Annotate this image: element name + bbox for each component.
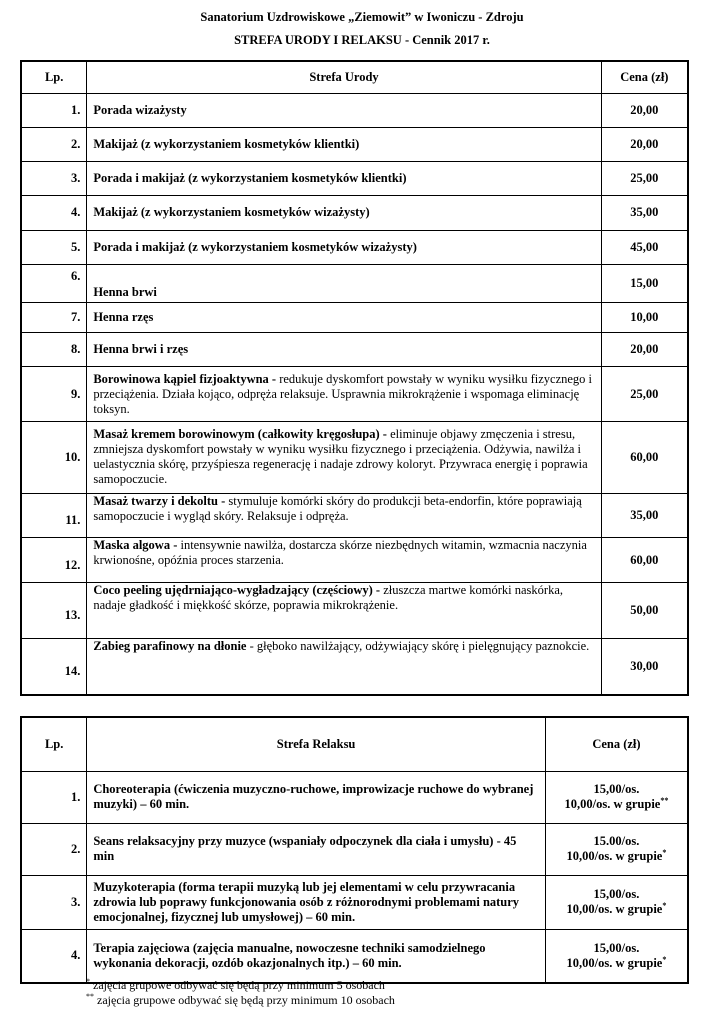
row-price (545, 771, 688, 823)
footnote-mark: ** (86, 992, 94, 1001)
row-price: 20,00 (601, 333, 688, 367)
row-price (545, 823, 688, 875)
row-lp: 8. (21, 333, 87, 367)
treatment-name: Maska algowa - (93, 538, 178, 553)
row-lp: 5. (21, 230, 87, 264)
treatment-description: - głęboko nawilżający, odżywiający skórę i pielęgnujący paznokcie. (246, 639, 590, 653)
row-lp: 2. (21, 127, 87, 161)
row-description (87, 367, 601, 421)
row-lp: 6. (21, 264, 87, 302)
table-header-row (21, 61, 688, 93)
price-single: 15,00/os. (593, 782, 640, 796)
price-group: 10,00/os. w grupie (566, 955, 663, 970)
table-row (21, 333, 688, 367)
row-price: 35,00 (601, 494, 688, 538)
row-price: 45,00 (601, 230, 688, 264)
table-row (21, 875, 688, 929)
row-name: Porada i makijaż (z wykorzystaniem kosmetyków klientki) (87, 162, 601, 196)
treatment-name: Coco peeling ujędrniająco-wygładzający (częściowy) - (93, 582, 381, 597)
row-price: 20,00 (601, 93, 688, 127)
row-lp: 10. (21, 421, 87, 493)
document-subtitle: STREFA URODY I RELAKSU - Cennik 2017 r. (234, 33, 490, 47)
row-lp: 3. (21, 875, 87, 929)
row-name: Choreoterapia (ćwiczenia muzyczno-ruchowe, improwizacje ruchowe do wybranej muzyki) – 60 min. (87, 771, 546, 823)
row-description (87, 494, 601, 538)
row-price: 30,00 (601, 639, 688, 696)
table-row (21, 302, 688, 332)
document-title: Sanatorium Uzdrowiskowe „Ziemowit” w Iwoniczu - Zdroju (200, 10, 524, 24)
row-name: Henna rzęs (87, 302, 601, 332)
row-name: Makijaż (z wykorzystaniem kosmetyków wizażysty) (87, 196, 601, 230)
table-row (21, 421, 688, 493)
row-lp: 3. (21, 162, 87, 196)
treatment-name: Masaż twarzy i dekoltu - (93, 494, 226, 509)
row-lp: 2. (21, 823, 87, 875)
row-lp: 14. (21, 639, 87, 696)
treatment-description: intensywnie nawilża, dostarcza skórze niezbędnych witamin, wzmacnia naczynia krwionośne, opóźnia proces starzenia. (93, 538, 587, 568)
row-name: Makijaż (z wykorzystaniem kosmetyków klientki) (87, 127, 601, 161)
treatment-description: eliminuje objawy zmęczenia i stresu, zmniejsza dyskomfort powstały w wyniku wysiłku fizycznego i przeciążenia. Odżywia, nawilża i uelastycznia skórę, przyśpiesza regenerację i nadaje zdrowy koloryt. Przywraca energię i poprawia samopoczucie. (93, 427, 588, 487)
relax-price-table (20, 716, 689, 984)
footnote-mark: * (86, 977, 90, 986)
row-name: Muzykoterapia (forma terapii muzyką lub jej elementami w celu przywracania zdrowia lub poprawy funkcjonowania osób z różnorodnymi problemami natury emocjonalnej, fizycznej lub umysłowej) – 60 min. (87, 875, 546, 929)
footnote-mark: ** (660, 795, 669, 805)
row-lp: 9. (21, 367, 87, 421)
beauty-price-table (20, 60, 689, 696)
row-name: Henna brwi (87, 264, 601, 302)
row-price (545, 875, 688, 929)
table-row (21, 823, 688, 875)
row-price: 10,00 (601, 302, 688, 332)
treatment-description: redukuje dyskomfort powstały w wyniku wysiłku fizycznego i przeciążenia. Działa kojąco, odpręża relaksuje. Usprawnia mikrokrążenie i wspomaga eliminację toksyn. (93, 371, 593, 416)
row-price: 60,00 (601, 538, 688, 582)
table-header-row (21, 717, 688, 771)
treatment-name: Borowinowa kąpiel fizjoaktywna - (93, 371, 277, 386)
col-price-header: Cena (zł) (601, 61, 688, 93)
table-row (21, 771, 688, 823)
row-lp: 1. (21, 93, 87, 127)
col-lp-header: Lp. (21, 61, 87, 93)
col-name-header: Strefa Urody (87, 61, 601, 93)
table-row (21, 264, 688, 302)
footnote (86, 993, 395, 1008)
table-row (21, 230, 688, 264)
row-description (87, 538, 601, 582)
row-description (87, 582, 601, 638)
row-name: Henna brwi i rzęs (87, 333, 601, 367)
table-row (21, 639, 688, 696)
row-price (545, 929, 688, 983)
row-price: 50,00 (601, 582, 688, 638)
price-group: 10,00/os. w grupie (564, 797, 661, 811)
price-group: 10,00/os. w grupie (566, 849, 663, 863)
price-group: 10,00/os. w grupie (566, 902, 663, 916)
treatment-description: złuszcza martwe komórki naskórka, nadaje gładkość i miękkość skórze, poprawia mikrokrążenie. (93, 582, 563, 612)
row-lp: 13. (21, 582, 87, 638)
price-single: 15,00/os. (593, 940, 640, 955)
table-row (21, 367, 688, 421)
table-row (21, 582, 688, 638)
row-price: 60,00 (601, 421, 688, 493)
table-row (21, 494, 688, 538)
treatment-name: Zabieg parafinowy na dłonie (93, 639, 247, 653)
footnote-mark: * (662, 847, 667, 857)
col-lp-header: Lp. (21, 717, 87, 771)
row-description (87, 421, 601, 493)
row-name: Terapia zajęciowa (zajęcia manualne, nowoczesne techniki samodzielnego wykonania dekoracji, ozdób okazjonalnych itp.) – 60 min. (87, 929, 546, 983)
footnote-mark: * (662, 954, 667, 964)
price-single: 15,00/os. (593, 887, 640, 901)
footnote-mark: * (662, 900, 667, 910)
row-name: Porada i makijaż (z wykorzystaniem kosmetyków wizażysty) (87, 230, 601, 264)
row-price: 25,00 (601, 367, 688, 421)
row-price: 15,00 (601, 264, 688, 302)
row-lp: 4. (21, 929, 87, 983)
row-lp: 4. (21, 196, 87, 230)
table-row (21, 196, 688, 230)
row-price: 25,00 (601, 162, 688, 196)
row-price: 35,00 (601, 196, 688, 230)
table-row (21, 127, 688, 161)
row-lp: 12. (21, 538, 87, 582)
table-row (21, 538, 688, 582)
treatment-description: stymuluje komórki skóry do produkcji beta-endorfin, które poprawiają samopoczucie i wygląd skóry. Relaksuje i odpręża. (93, 494, 582, 524)
row-name: Porada wizażysty (87, 93, 601, 127)
row-lp: 11. (21, 494, 87, 538)
table-row (21, 162, 688, 196)
row-lp: 1. (21, 771, 87, 823)
footnote (86, 978, 385, 993)
col-name-header: Strefa Relaksu (87, 717, 546, 771)
price-single: 15.00/os. (593, 834, 640, 848)
footnote-text: zajęcia grupowe odbywać się będą przy minimum 5 osobach (90, 978, 385, 992)
table-row (21, 929, 688, 983)
col-price-header: Cena (zł) (545, 717, 688, 771)
row-description (87, 639, 601, 696)
treatment-name: Masaż kremem borowinowym (całkowity kręgosłupa) - (93, 427, 387, 442)
row-name: Seans relaksacyjny przy muzyce (wspaniały odpoczynek dla ciała i umysłu) - 45 min (87, 823, 546, 875)
footnote-text: zajęcia grupowe odbywać się będą przy minimum 10 osobach (94, 993, 395, 1007)
row-price: 20,00 (601, 127, 688, 161)
table-row (21, 93, 688, 127)
row-lp: 7. (21, 302, 87, 332)
